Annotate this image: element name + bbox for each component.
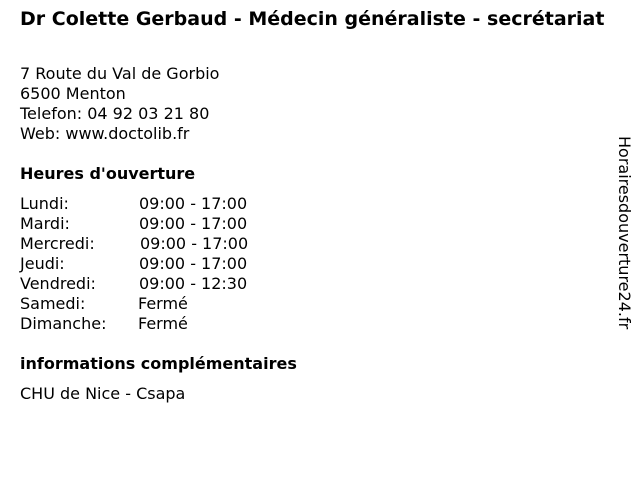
closed-label: Fermé [138,314,188,333]
phone-number: Telefon: 04 92 03 21 80 [20,104,210,123]
hours-row-saturday [20,294,248,314]
opening-hours-table [20,194,248,334]
hours-row-sunday [20,314,248,334]
day-label: Lundi: [20,194,69,213]
day-label: Jeudi: [20,254,65,273]
additional-info-text: CHU de Nice - Csapa [20,384,186,403]
hours-row-tuesday [20,214,248,234]
time-range: 09:00 - 17:00 [139,194,248,213]
street-address: 7 Route du Val de Gorbio [20,64,220,83]
time-range: 09:00 - 17:00 [139,254,248,273]
time-range: 09:00 - 12:30 [139,274,248,293]
website: Web: www.doctolib.fr [20,124,190,143]
hours-row-monday [20,194,248,214]
site-watermark: Horairesdouverture24.fr [615,136,634,330]
hours-row-wednesday [20,234,248,254]
day-label: Vendredi: [20,274,96,293]
postal-city: 6500 Menton [20,84,126,103]
address-block [20,64,219,144]
hours-row-friday [20,274,248,294]
additional-info-heading: informations complémentaires [20,354,297,373]
day-label: Samedi: [20,294,86,313]
time-range: 09:00 - 17:00 [140,234,249,253]
day-label: Mardi: [20,214,70,233]
day-label: Mercredi: [20,234,95,253]
hours-row-thursday [20,254,248,274]
page-title: Dr Colette Gerbaud - Médecin généraliste - secrétariat [20,8,605,30]
day-label: Dimanche: [20,314,107,333]
opening-hours-heading: Heures d'ouverture [20,164,196,183]
closed-label: Fermé [138,294,188,313]
time-range: 09:00 - 17:00 [139,214,248,233]
